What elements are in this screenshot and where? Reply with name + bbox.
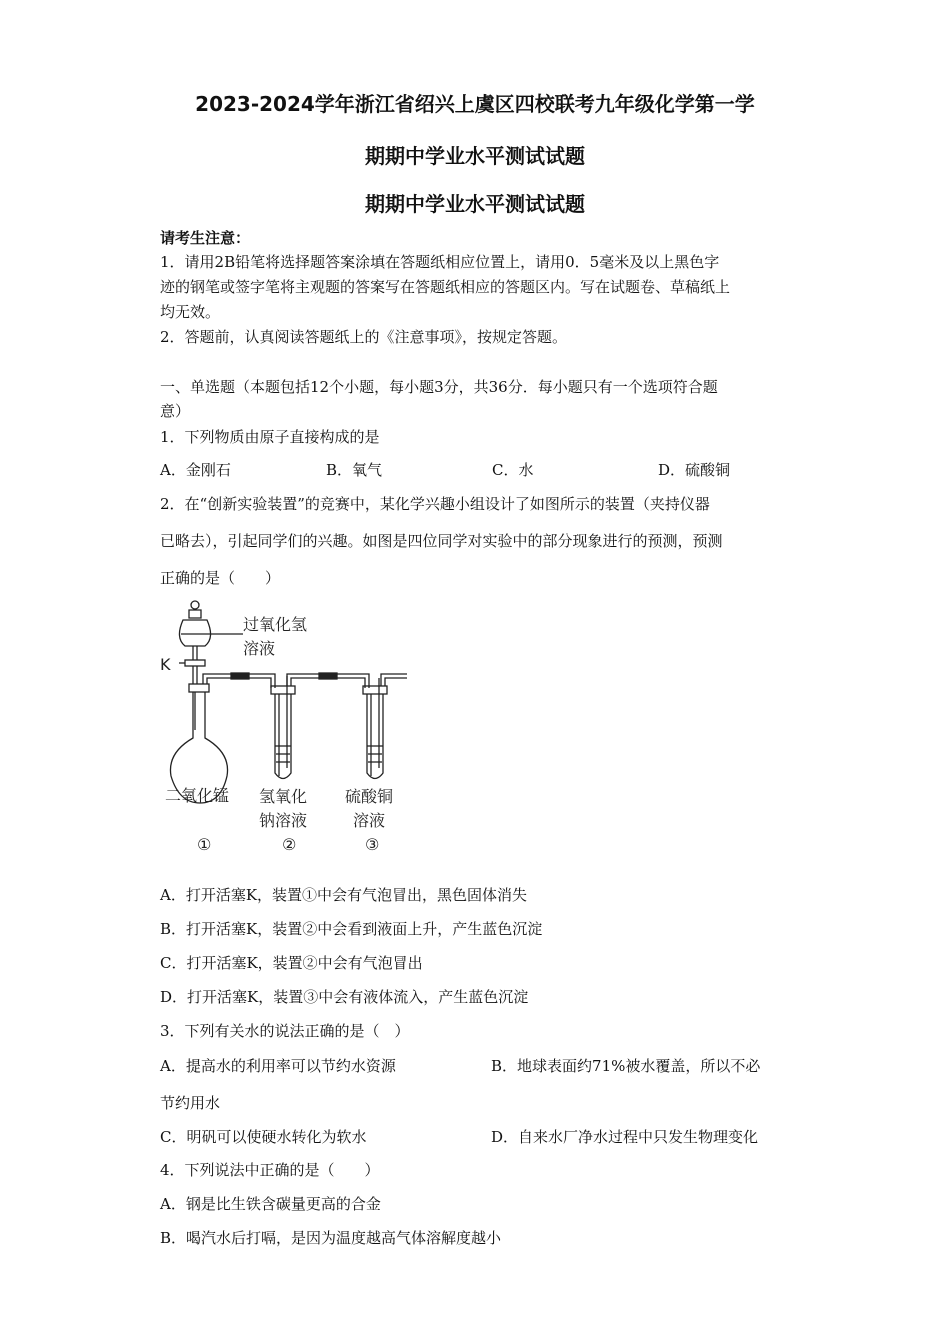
label-apparatus-2: ② [282, 835, 297, 854]
flask1-stopper [189, 684, 209, 692]
q4-stem: 4．下列说法中正确的是（ ） [160, 1161, 380, 1179]
q4-option-a[interactable]: A．钢是比生铁含碳量更高的合金 [160, 1195, 381, 1213]
exam-title-line2: 期期中学业水平测试试题 [365, 144, 585, 168]
funnel-stopper [191, 601, 199, 609]
q1-option-b[interactable]: B．氧气 [326, 461, 383, 479]
apparatus-diagram [155, 598, 415, 860]
tube3-body [367, 694, 383, 779]
section1-heading-line2: 意） [160, 402, 191, 420]
q3-stem: 3．下列有关水的说法正确的是（ ） [160, 1022, 410, 1040]
rubber-joint-2 [319, 673, 337, 679]
label-mno2: 二氧化锰 [165, 786, 230, 805]
q1-option-a[interactable]: A．金刚石 [160, 461, 231, 479]
section1-heading-line1: 一、单选题（本题包括12个小题，每小题3分，共36分．每小题只有一个选项符合题 [160, 378, 718, 396]
notice-item1-line1: 1．请用2B铅笔将选择题答案涂填在答题纸相应位置上，请用0．5毫米及以上黑色字 [160, 253, 720, 271]
q3-option-c[interactable]: C．明矾可以使硬水转化为软水 [160, 1128, 367, 1146]
notice-item1-line3: 均无效。 [160, 303, 221, 321]
q2-option-d[interactable]: D．打开活塞K，装置③中会有液体流入，产生蓝色沉淀 [160, 988, 529, 1006]
rubber-joint-1 [231, 673, 249, 679]
label-apparatus-3: ③ [365, 835, 380, 854]
label-cuso4-line1: 硫酸铜 [345, 787, 394, 806]
funnel-bulb [179, 620, 210, 646]
stopcock-k [185, 660, 205, 666]
q1-option-c[interactable]: C．水 [492, 461, 534, 479]
q1-option-d[interactable]: D．硫酸铜 [658, 461, 731, 479]
notice-item1-line2: 迹的钢笔或签字笔将主观题的答案写在答题纸相应的答题区内。写在试题卷、草稿纸上 [160, 278, 731, 296]
q1-stem: 1．下列物质由原子直接构成的是 [160, 428, 380, 446]
q3-option-a[interactable]: A．提高水的利用率可以节约水资源 [160, 1057, 396, 1075]
q3-option-b-continued: 节约用水 [160, 1094, 221, 1112]
q2-stem-line1: 2．在“创新实验装置”的竞赛中，某化学兴趣小组设计了如图所示的装置（夹持仪器 [160, 495, 710, 513]
exam-title-line1: 2023-2024学年浙江省绍兴上虞区四校联考九年级化学第一学 [195, 92, 755, 116]
tube2-body [275, 694, 291, 779]
exam-title-line3: 期期中学业水平测试试题 [365, 192, 585, 216]
q2-stem-line2: 已略去），引起同学们的兴趣。如图是四位同学对实验中的部分现象进行的预测，预测 [160, 532, 723, 550]
tube3-stopper [363, 686, 387, 694]
q2-stem-line3: 正确的是（ ） [160, 569, 281, 587]
label-k: K [160, 655, 171, 674]
label-h2o2-line2: 溶液 [243, 639, 276, 658]
label-h2o2-line1: 过氧化氢 [243, 615, 308, 634]
notice-item2: 2．答题前，认真阅读答题纸上的《注意事项》，按规定答题。 [160, 328, 568, 346]
apparatus-figure [155, 598, 415, 860]
label-naoh-line1: 氢氧化 [259, 787, 308, 806]
notice-heading: 请考生注意： [160, 229, 251, 247]
q3-option-d[interactable]: D．自来水厂净水过程中只发生物理变化 [491, 1128, 759, 1146]
label-apparatus-1: ① [197, 835, 212, 854]
q2-option-a[interactable]: A．打开活塞K，装置①中会有气泡冒出，黑色固体消失 [160, 886, 528, 904]
q4-option-b[interactable]: B．喝汽水后打嗝，是因为温度越高气体溶解度越小 [160, 1229, 502, 1247]
q3-option-b[interactable]: B．地球表面约71%被水覆盖，所以不必 [491, 1057, 761, 1075]
label-cuso4-line2: 溶液 [353, 811, 386, 830]
q2-option-c[interactable]: C．打开活塞K，装置②中会有气泡冒出 [160, 954, 423, 972]
q2-option-b[interactable]: B．打开活塞K，装置②中会看到液面上升，产生蓝色沉淀 [160, 920, 543, 938]
label-naoh-line2: 钠溶液 [259, 811, 308, 830]
funnel-neck [189, 610, 201, 618]
